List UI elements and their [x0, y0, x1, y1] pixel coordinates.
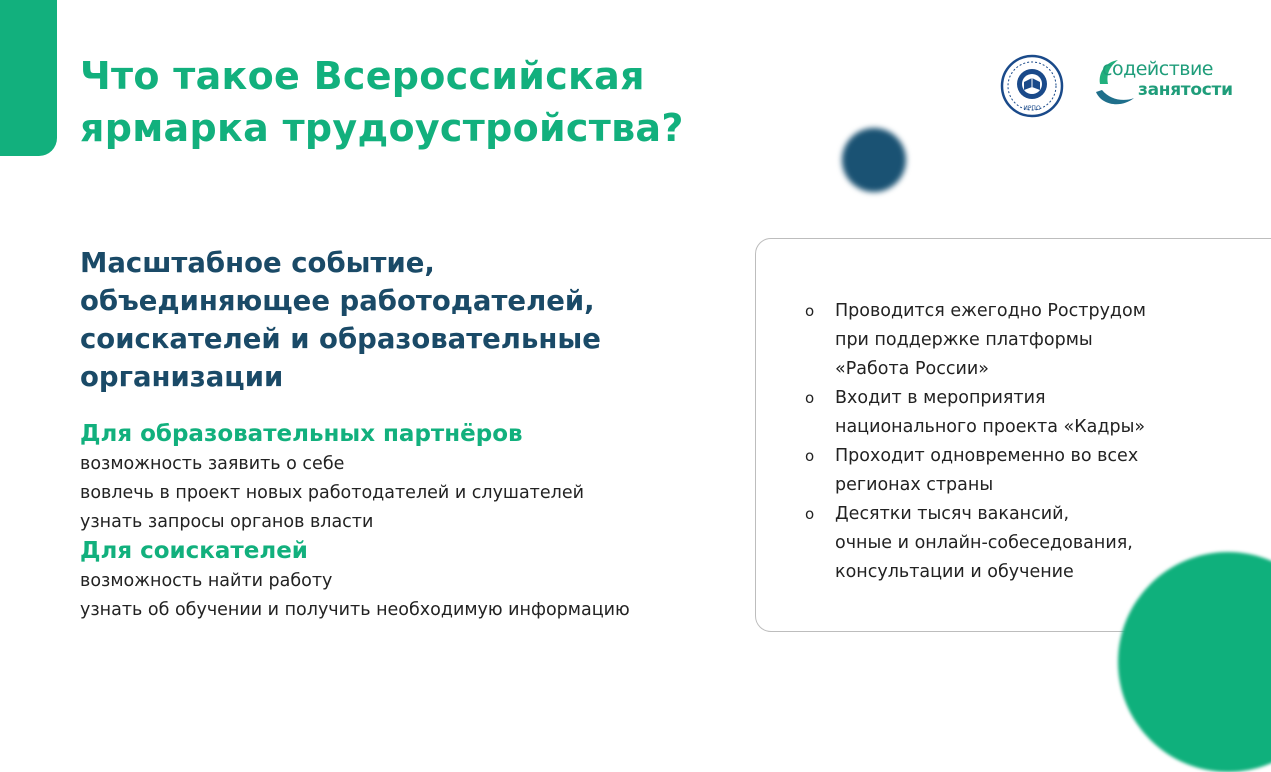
info-bullets [805, 297, 1146, 587]
bullet-line: консультации и обучение [835, 562, 1074, 582]
subtitle [80, 244, 601, 396]
bullet-marker: o [805, 505, 815, 523]
bullet-line: национального проекта «Кадры» [835, 417, 1146, 437]
irpo-logo [1000, 54, 1064, 118]
bullet-line: Десятки тысяч вакансий, [835, 504, 1070, 524]
subtitle-line-2: объединяющее работодателей, [80, 285, 595, 317]
bullet-line: Входит в мероприятия [835, 388, 1046, 408]
bullet-marker: o [805, 302, 815, 320]
title-line-1: Что такое Всероссийская [80, 54, 645, 98]
bullet-marker: o [805, 447, 815, 465]
subtitle-line-3: соискателей и образовательные [80, 323, 601, 355]
page-title [80, 50, 684, 154]
bullet-line: очные и онлайн-собеседования, [835, 533, 1133, 553]
info-bullet [805, 384, 1146, 442]
info-bullet [805, 442, 1146, 500]
partners-list [80, 450, 584, 537]
info-bullet [805, 500, 1146, 587]
irpo-emblem-icon [1000, 54, 1064, 118]
subtitle-line-4: организации [80, 361, 284, 393]
irpo-caption: ИРПО [1023, 105, 1041, 112]
seekers-list [80, 567, 630, 625]
info-bullet [805, 297, 1146, 384]
list-item: возможность заявить о себе [80, 454, 345, 474]
decorative-dark-circle [842, 128, 906, 192]
title-line-2: ярмарка трудоустройства? [80, 106, 684, 150]
seekers-heading: Для соискателей [80, 538, 308, 564]
bullet-line: «Работа России» [835, 359, 989, 379]
subtitle-line-1: Масштабное событие, [80, 247, 435, 279]
list-item: узнать об обучении и получить необходимую информацию [80, 600, 630, 620]
list-item: вовлечь в проект новых работодателей и слушателей [80, 483, 584, 503]
sodeystvie-line-1: содействие [1102, 58, 1213, 80]
list-item: узнать запросы органов власти [80, 512, 374, 532]
bullet-line: Проводится ежегодно Рострудом [835, 301, 1146, 321]
bullet-line: регионах страны [835, 475, 994, 495]
bullet-line: Проходит одновременно во всех [835, 446, 1139, 466]
bullet-marker: o [805, 389, 815, 407]
sodeystvie-line-2: занятости [1138, 80, 1233, 100]
accent-tab [0, 0, 57, 156]
bullet-line: при поддержке платформы [835, 330, 1093, 350]
list-item: возможность найти работу [80, 571, 333, 591]
partners-heading: Для образовательных партнёров [80, 421, 523, 447]
sodeystvie-logo [1088, 54, 1258, 112]
